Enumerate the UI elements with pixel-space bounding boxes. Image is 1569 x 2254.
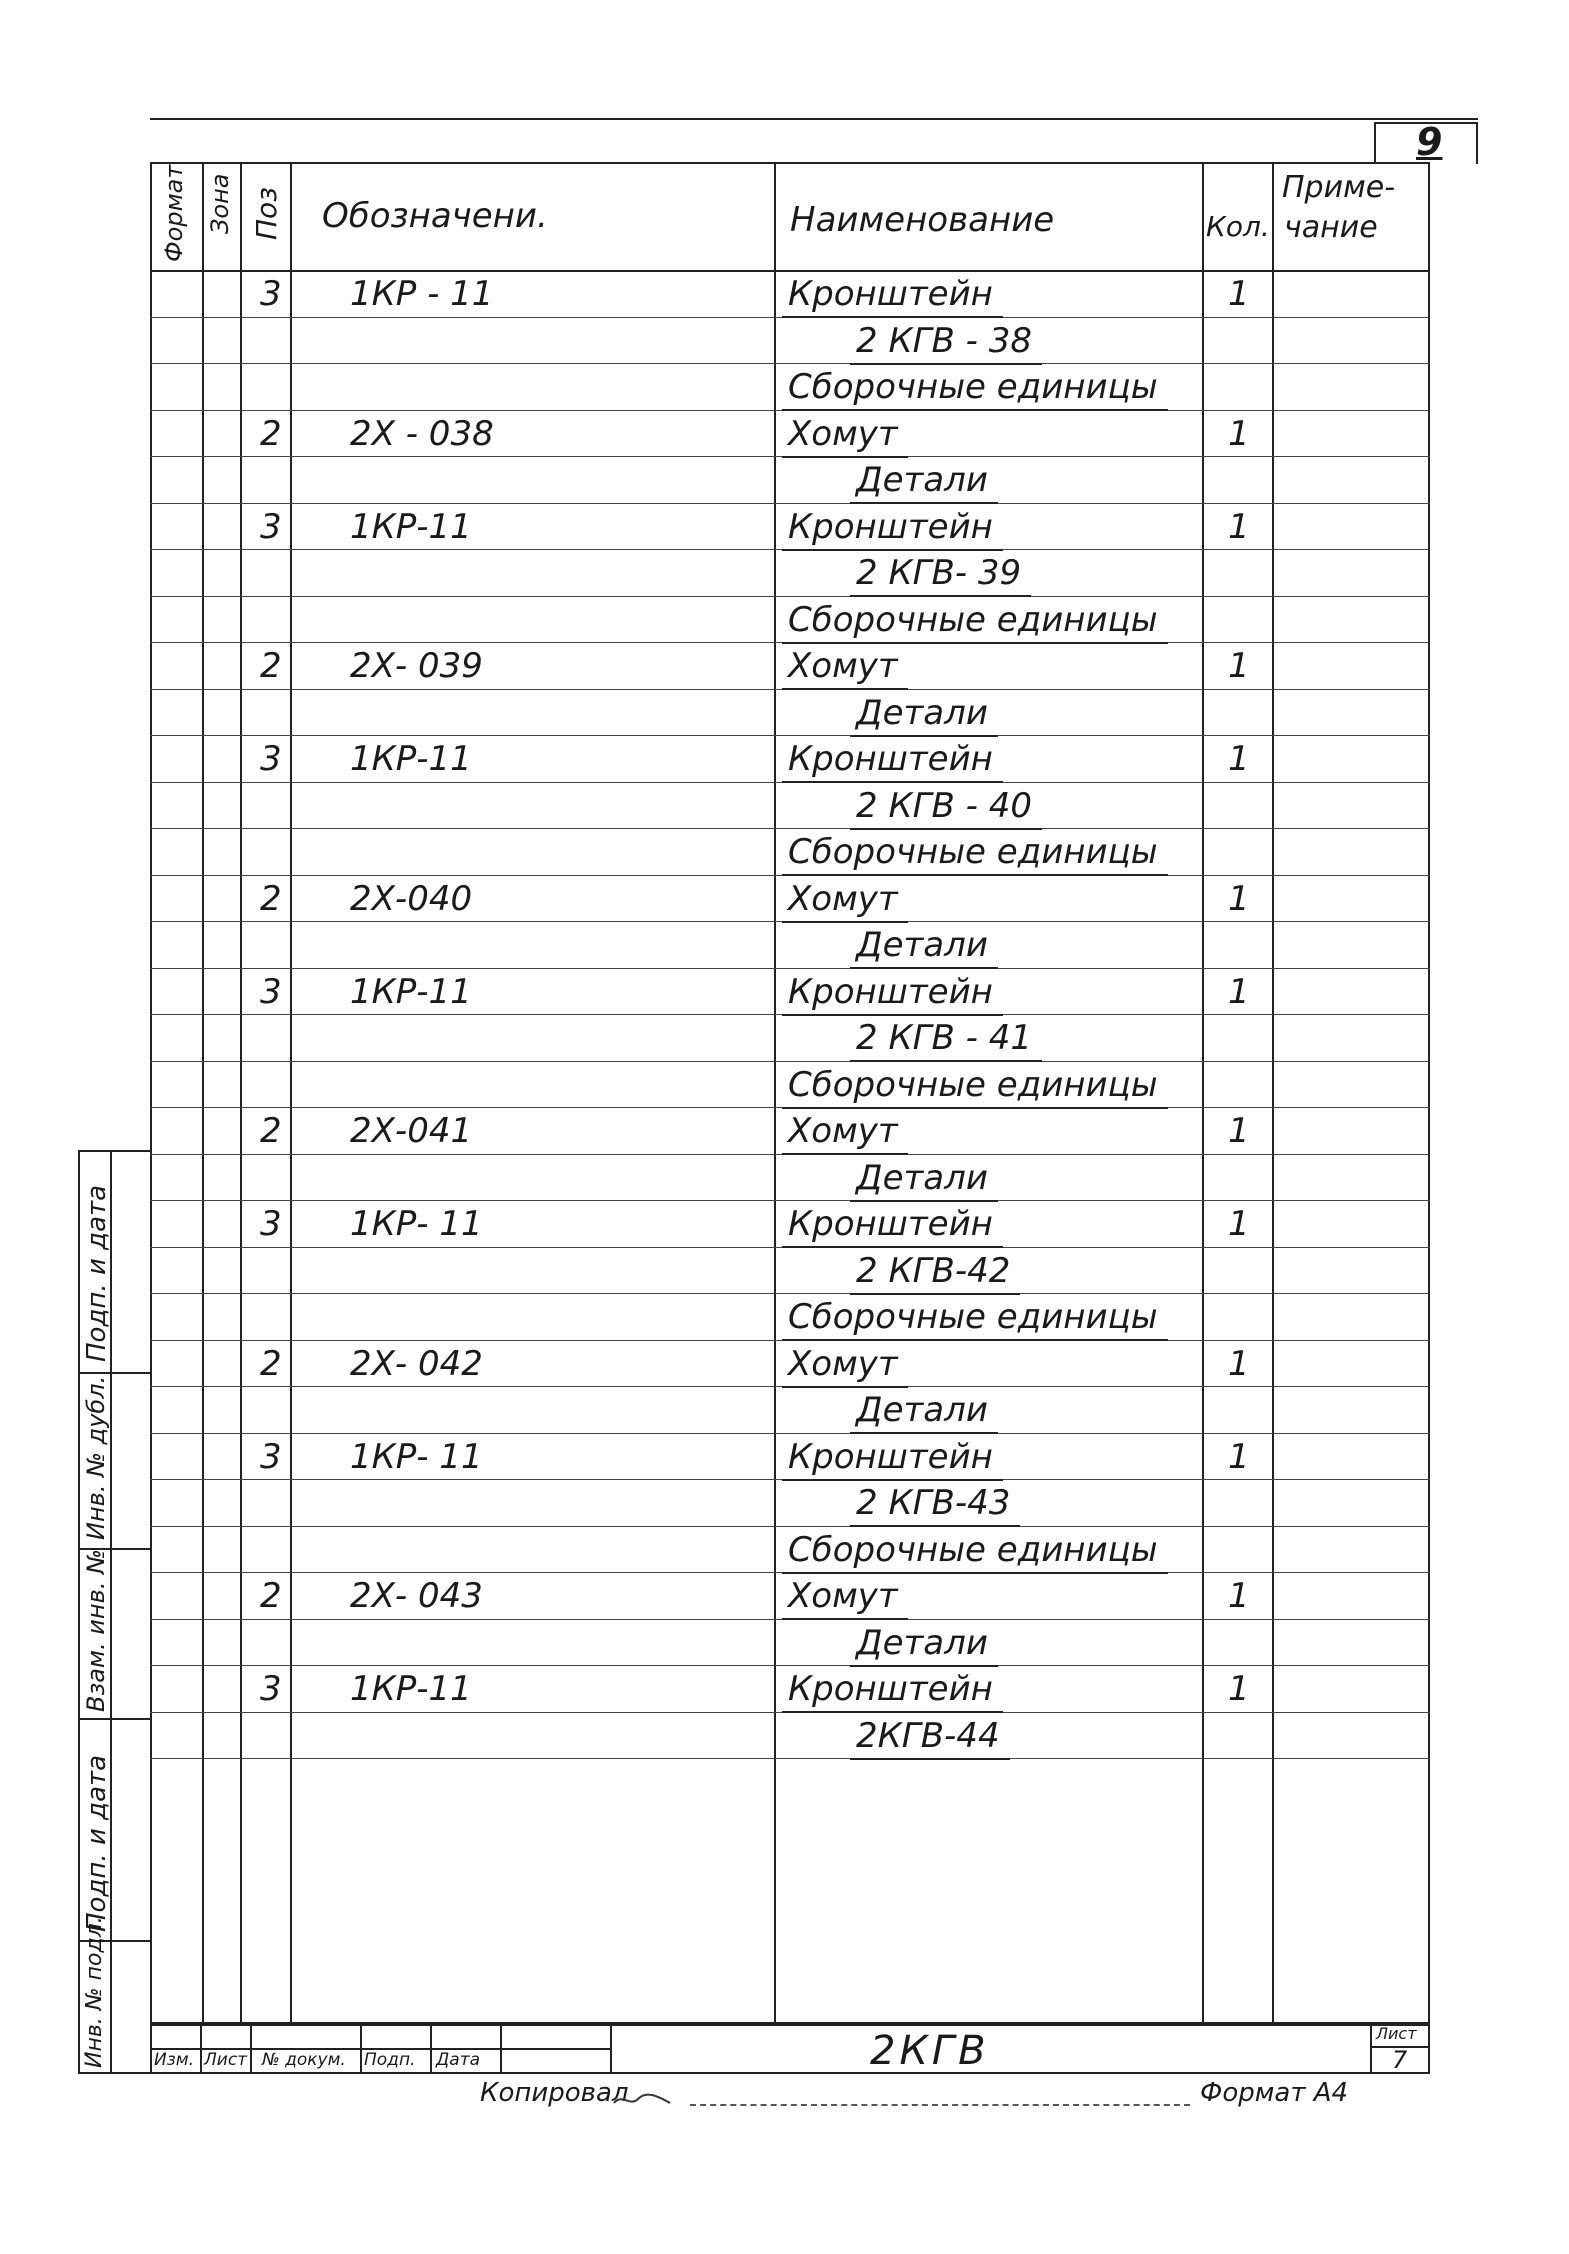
row-pos: 2: [260, 1576, 282, 1616]
row-qty: 1: [1228, 1344, 1250, 1384]
top-rule: [150, 118, 1478, 120]
row-designation: 1КР-11: [350, 507, 472, 547]
header-format: Формат: [160, 164, 188, 262]
row-rule: [150, 1665, 1430, 1666]
col-divider-qty: [1272, 162, 1274, 2024]
row-rule: [150, 1758, 1430, 1759]
row-designation: 1КР-11: [350, 739, 472, 779]
row-name: Детали: [850, 693, 998, 737]
row-pos: 3: [260, 274, 282, 314]
page-number-box: [1374, 122, 1478, 164]
row-pos: 2: [260, 414, 282, 454]
row-name: Кронштейн: [782, 972, 1003, 1016]
col-divider-zone: [240, 162, 242, 2024]
header-zone: Зона: [206, 173, 234, 234]
header-designation: Обозначени.: [322, 196, 548, 236]
header-bottom-rule: [150, 270, 1430, 272]
row-name: 2 КГВ - 41: [850, 1018, 1042, 1062]
row-name: 2 КГВ - 38: [850, 321, 1042, 365]
row-name: Сборочные единицы: [782, 600, 1168, 644]
row-name: Кронштейн: [782, 274, 1003, 318]
margin-inv-podl: Инв. № подл.: [82, 1916, 107, 2068]
row-pos: 3: [260, 507, 282, 547]
margin-podp-data-1: Подп. и дата: [82, 1184, 112, 1362]
row-name: Детали: [850, 1158, 998, 1202]
row-pos: 3: [260, 1669, 282, 1709]
row-name: Детали: [850, 1390, 998, 1434]
row-designation: 2Х- 043: [350, 1576, 483, 1616]
row-rule: [150, 1293, 1430, 1294]
row-qty: 1: [1228, 1669, 1250, 1709]
row-rule: [150, 1433, 1430, 1434]
row-name: Хомут: [782, 646, 908, 690]
row-name: Кронштейн: [782, 507, 1003, 551]
left-margin-rule-1: [78, 1372, 152, 1374]
stamp-doc: № докум.: [262, 2050, 346, 2070]
row-name: Сборочные единицы: [782, 1065, 1168, 1109]
row-designation: 2Х-040: [350, 879, 473, 919]
stamp-col-3: [360, 2024, 362, 2074]
stamp-podp: Подп.: [364, 2050, 416, 2070]
row-name: Сборочные единицы: [782, 367, 1168, 411]
row-qty: 1: [1228, 972, 1250, 1012]
row-name: Хомут: [782, 414, 908, 458]
row-rule: [150, 828, 1430, 829]
col-divider-designation: [774, 162, 776, 2024]
row-rule: [150, 735, 1430, 736]
row-rule: [150, 1061, 1430, 1062]
footer-format: Формат А4: [1200, 2078, 1349, 2108]
row-designation: 1КР-11: [350, 1669, 472, 1709]
stamp-col-6: [610, 2024, 612, 2074]
row-name: Хомут: [782, 1111, 908, 1155]
row-name: Детали: [850, 925, 998, 969]
row-designation: 2Х - 038: [350, 414, 494, 454]
row-qty: 1: [1228, 646, 1250, 686]
row-pos: 2: [260, 1344, 282, 1384]
margin-vzam-inv: Взам. инв. №: [82, 1549, 110, 1712]
left-margin-rule-3: [78, 1718, 152, 1720]
row-rule: [150, 1526, 1430, 1527]
footer-copied: Копировал: [480, 2078, 629, 2108]
stamp-list: Лист: [204, 2050, 248, 2070]
row-pos: 3: [260, 1204, 282, 1244]
row-qty: 1: [1228, 739, 1250, 779]
row-designation: 2Х- 042: [350, 1344, 483, 1384]
row-designation: 1КР- 11: [350, 1437, 483, 1477]
stamp-col-7: [1370, 2024, 1372, 2074]
row-name: 2 КГВ-42: [850, 1251, 1020, 1295]
row-rule: [150, 596, 1430, 597]
header-note-line1: Приме-: [1282, 170, 1396, 205]
stamp-col-2: [250, 2024, 252, 2074]
sheet-number: 7: [1392, 2046, 1408, 2074]
row-rule: [150, 503, 1430, 504]
row-name: Сборочные единицы: [782, 832, 1168, 876]
margin-podp-data-2: Подп. и дата: [82, 1754, 112, 1932]
row-name: Кронштейн: [782, 1204, 1003, 1248]
row-qty: 1: [1228, 1204, 1250, 1244]
row-name: 2 КГВ-43: [850, 1483, 1020, 1527]
row-name: Хомут: [782, 1344, 908, 1388]
row-qty: 1: [1228, 274, 1250, 314]
row-qty: 1: [1228, 414, 1250, 454]
row-name: Хомут: [782, 879, 908, 923]
row-designation: 1КР- 11: [350, 1204, 483, 1244]
header-qty: Кол.: [1206, 210, 1270, 243]
row-designation: 1КР - 11: [350, 274, 494, 314]
row-rule: [150, 363, 1430, 364]
row-rule: [150, 968, 1430, 969]
row-pos: 3: [260, 1437, 282, 1477]
row-pos: 3: [260, 739, 282, 779]
col-divider-pos: [290, 162, 292, 2024]
header-pos: Поз: [250, 186, 283, 240]
row-name: Детали: [850, 460, 998, 504]
row-name: Сборочные единицы: [782, 1530, 1168, 1574]
row-name: Детали: [850, 1623, 998, 1667]
stamp-col-4: [430, 2024, 432, 2074]
row-qty: 1: [1228, 879, 1250, 919]
row-name: Кронштейн: [782, 1669, 1003, 1713]
row-qty: 1: [1228, 1576, 1250, 1616]
row-name: 2 КГВ- 39: [850, 553, 1031, 597]
row-pos: 2: [260, 646, 282, 686]
row-designation: 2Х-041: [350, 1111, 473, 1151]
row-pos: 3: [260, 972, 282, 1012]
footer-dash-line: [690, 2104, 1190, 2106]
stamp-col-5: [500, 2024, 502, 2074]
row-name: Сборочные единицы: [782, 1297, 1168, 1341]
row-qty: 1: [1228, 507, 1250, 547]
row-qty: 1: [1228, 1437, 1250, 1477]
row-designation: 2Х- 039: [350, 646, 483, 686]
margin-inv-dubl: Инв. № дубл.: [82, 1375, 110, 1540]
header-name: Наименование: [790, 200, 1055, 240]
row-qty: 1: [1228, 1111, 1250, 1151]
row-name: Кронштейн: [782, 739, 1003, 783]
stamp-data: Дата: [436, 2050, 481, 2070]
row-pos: 2: [260, 1111, 282, 1151]
row-rule: [150, 1200, 1430, 1201]
copied-signature: [612, 2092, 672, 2106]
col-divider-name: [1202, 162, 1204, 2024]
page-number: 9: [1416, 120, 1443, 164]
row-name: 2 КГВ - 40: [850, 786, 1042, 830]
row-name: 2КГВ-44: [850, 1716, 1010, 1760]
row-name: Хомут: [782, 1576, 908, 1620]
stamp-izm: Изм.: [154, 2050, 194, 2070]
sheet-label: Лист: [1376, 2024, 1417, 2043]
row-pos: 2: [260, 879, 282, 919]
col-divider-format: [202, 162, 204, 2024]
row-name: Кронштейн: [782, 1437, 1003, 1481]
doc-code: 2КГВ: [870, 2028, 990, 2074]
stamp-col-1: [200, 2024, 202, 2074]
row-designation: 1КР-11: [350, 972, 472, 1012]
header-note-line2: чание: [1284, 210, 1378, 245]
